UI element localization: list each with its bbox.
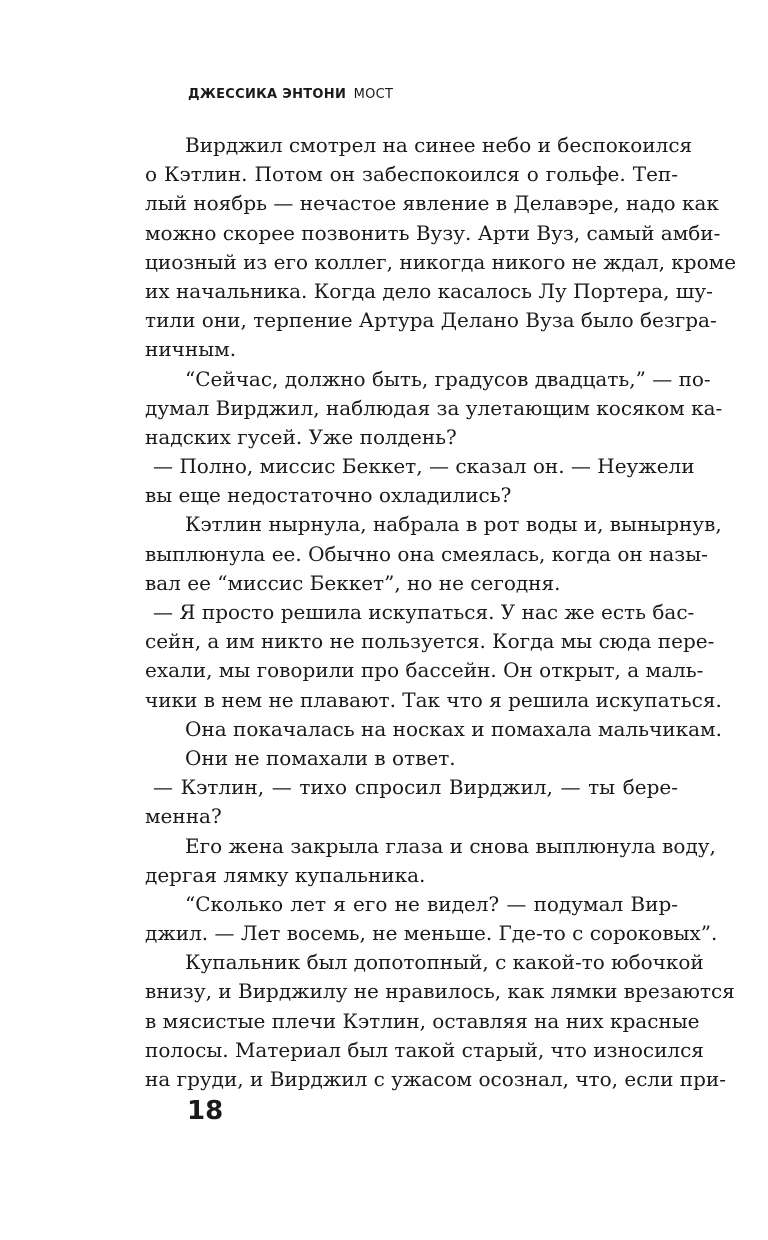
text-line: внизу, и Вирджилу не нравилось, как лямки врезаются [145,979,735,1004]
text-line: вал ее “миссис Беккет”, но не сегодня. [145,570,561,595]
text-line: думал Вирджил, наблюдая за улетающим косяком ка- [145,395,723,420]
text-line: надских гусей. Уже полдень? [145,424,457,449]
text-line: дергая лямку купальника. [145,862,426,887]
text-line: тили они, терпение Артура Делано Вуза было безгра- [145,308,717,333]
text-line: их начальника. Когда дело касалось Лу Портера, шу- [145,278,713,303]
running-head-book-title: МОСТ [353,87,394,102]
text-line: о Кэтлин. Потом он забеспокоился о гольфе. Теп- [145,162,678,187]
text-line: — Я просто решила искупаться. У нас же есть бас- [153,600,695,624]
text-line: — Полно, миссис Беккет, — сказал он. — Неужели [153,454,695,479]
text-line: “Сколько лет я его не видел? — подумал Вир- [185,891,678,916]
text-line: Она покачалась на носках и помахала мальчикам. [185,716,722,741]
body-text [145,131,737,1094]
text-line: полосы. Материал был такой старый, что износился [145,1037,704,1062]
text-line: — Кэтлин, — тихо спросил Вирджил, — ты бере- [153,775,678,800]
text-line: выплюнула ее. Обычно она смеялась, когда он назы- [145,541,708,566]
text-line: “Сейчас, должно быть, градусов двадцать,” — по- [185,366,711,391]
text-line: Вирджил смотрел на синее небо и беспокоился [185,133,693,157]
page-number: 18 [187,1096,224,1126]
text-line: можно скорее позвонить Вузу. Арти Вуз, самый амби- [145,220,721,245]
text-line: менна? [145,804,222,829]
text-line: джил. — Лет восемь, не меньше. Где-то с сороковых”. [145,921,718,946]
text-line: Кэтлин нырнула, набрала в рот воды и, вынырнув, [185,512,722,537]
text-line: вы еще недостаточно охладились? [145,483,512,508]
running-head-author: ДЖЕССИКА ЭНТОНИ [188,87,347,102]
text-line: Купальник был допотопный, с какой-то юбочкой [185,950,704,975]
running-head [188,87,393,102]
text-line: ничным. [145,337,237,362]
text-line: чики в нем не плавают. Так что я решила искупаться. [145,687,722,712]
text-line: лый ноябрь — нечастое явление в Делавэре, надо как [145,191,719,216]
text-line: в мясистые плечи Кэтлин, оставляя на них красные [145,1008,700,1033]
text-line: на груди, и Вирджил с ужасом осознал, что, если при- [145,1067,727,1091]
text-line: циозный из его коллег, никогда никого не ждал, кроме [145,249,737,274]
text-line: Его жена закрыла глаза и снова выплюнула воду, [185,833,716,858]
text-line: ехали, мы говорили про бассейн. Он открыт, а маль- [145,658,704,683]
text-line: Они не помахали в ответ. [185,745,456,770]
text-line: сейн, а им никто не пользуется. Когда мы сюда пере- [145,629,715,654]
